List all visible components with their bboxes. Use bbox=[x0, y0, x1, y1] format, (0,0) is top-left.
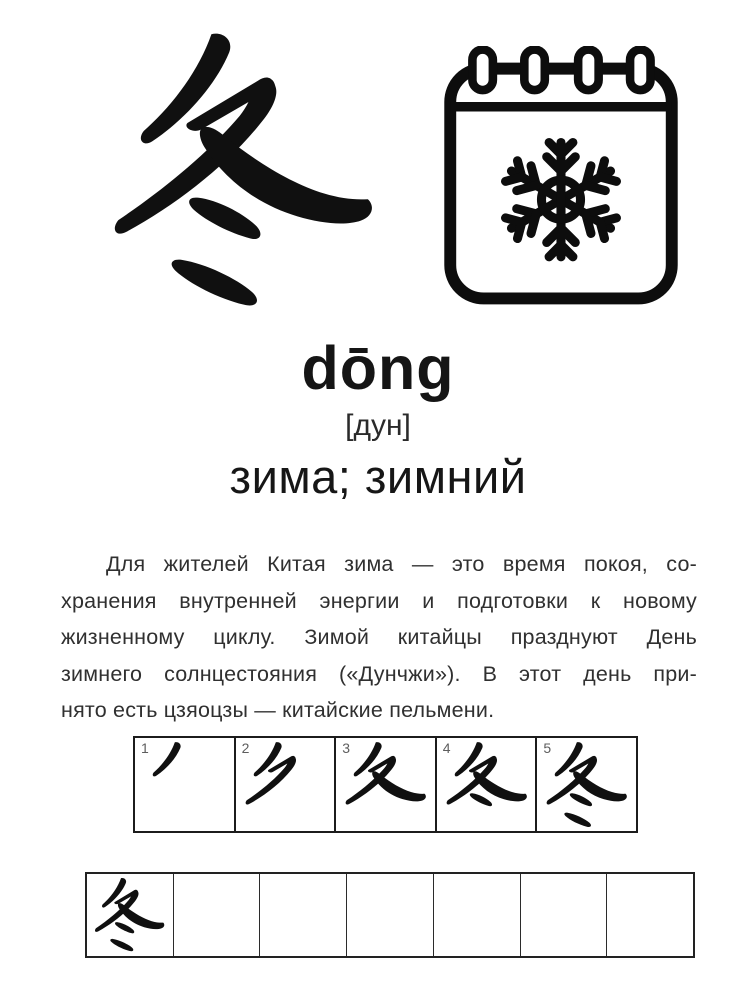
stroke-order-step-4 bbox=[437, 738, 538, 831]
pinyin-reading: dōng bbox=[301, 334, 455, 402]
translation-text: зима; зимний bbox=[229, 450, 527, 503]
step-number: 5 bbox=[543, 740, 552, 756]
paragraph-line: жизненному циклу. Зимой китайцы празднуют День bbox=[61, 625, 697, 650]
hanzi-dong-example bbox=[91, 877, 167, 953]
stroke-step-3-glyph bbox=[341, 741, 429, 829]
stroke-order-step-5 bbox=[537, 738, 636, 831]
snowflake-icon bbox=[504, 142, 617, 256]
paragraph-line: хранения внутренней энергии и подготовки к новому bbox=[61, 588, 697, 613]
practice-cell-empty bbox=[174, 874, 261, 956]
calendar-snowflake-icon bbox=[441, 46, 681, 308]
practice-cell-empty bbox=[347, 874, 434, 956]
stroke-order-step-2 bbox=[236, 738, 337, 831]
stroke-step-2-glyph bbox=[241, 741, 329, 829]
stroke-order-table bbox=[133, 736, 638, 833]
paragraph-line: Для жителей Китая зима — это время покоя, со- bbox=[106, 552, 697, 576]
step-number: 2 bbox=[241, 740, 250, 756]
step-number: 1 bbox=[141, 740, 149, 756]
hanzi-dong-large bbox=[94, 30, 388, 312]
stroke-step-1-glyph bbox=[140, 741, 228, 829]
stroke-step-5-glyph bbox=[542, 741, 630, 829]
step-number: 4 bbox=[442, 740, 451, 756]
paragraph-line: зимнего солнцестояния («Дунчжи»). В этот день при- bbox=[61, 661, 697, 686]
practice-cell-example bbox=[87, 874, 174, 956]
practice-cell-empty bbox=[521, 874, 608, 956]
stroke-order-step-3 bbox=[336, 738, 437, 831]
stroke-order-step-1 bbox=[135, 738, 236, 831]
practice-cell-empty bbox=[260, 874, 347, 956]
stroke-step-4-glyph bbox=[442, 741, 530, 829]
practice-cell-empty bbox=[434, 874, 521, 956]
step-number: 3 bbox=[342, 740, 350, 756]
description-paragraph bbox=[61, 546, 697, 729]
paragraph-line: нято есть цзяоцзы — китайские пельмени. bbox=[61, 698, 495, 723]
russian-transcription: [дун] bbox=[345, 409, 411, 442]
practice-cell-empty bbox=[607, 874, 693, 956]
practice-grid bbox=[85, 872, 695, 958]
